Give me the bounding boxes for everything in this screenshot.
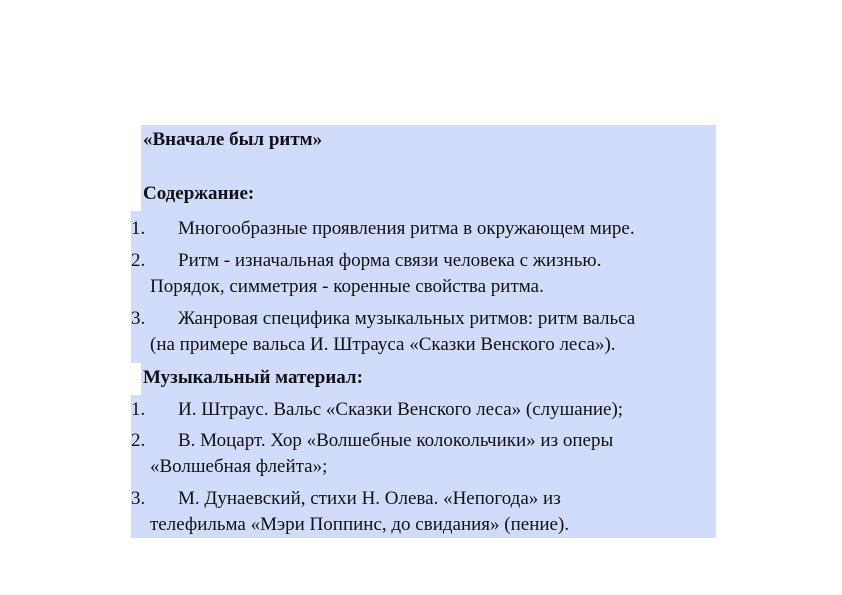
list-number: 3. — [131, 488, 146, 509]
list-text: В. Моцарт. Хор «Волшебные колокольчики» из оперы «Волшебная флейта»; — [150, 430, 614, 477]
list-text: Ритм - изначальная форма связи человека с жизнью. Порядок, симметрия - коренные свойства ритма. — [150, 250, 602, 297]
music-heading: Музыкальный материал: — [143, 367, 363, 388]
list-number: 3. — [131, 308, 146, 329]
list-text: Жанровая специфика музыкальных ритмов: ритм вальса (на примере вальса И. Штрауса «Сказки Венского леса»). — [150, 308, 636, 355]
content-heading: Содержание: — [143, 183, 255, 204]
list-number: 2. — [131, 250, 146, 271]
list-number: 2. — [131, 430, 146, 451]
list-text: М. Дунаевский, стихи Н. Олева. «Непогода» из телефильма «Мэри Поппинс, до свидания» (пение). — [150, 488, 570, 535]
list-text: Многообразные проявления ритма в окружающем мире. — [178, 218, 635, 239]
list-number: 1. — [131, 399, 146, 420]
list-number: 1. — [131, 218, 146, 239]
list-text: И. Штраус. Вальс «Сказки Венского леса» (слушание); — [178, 399, 624, 420]
document-title: «Вначале был ритм» — [143, 129, 323, 150]
